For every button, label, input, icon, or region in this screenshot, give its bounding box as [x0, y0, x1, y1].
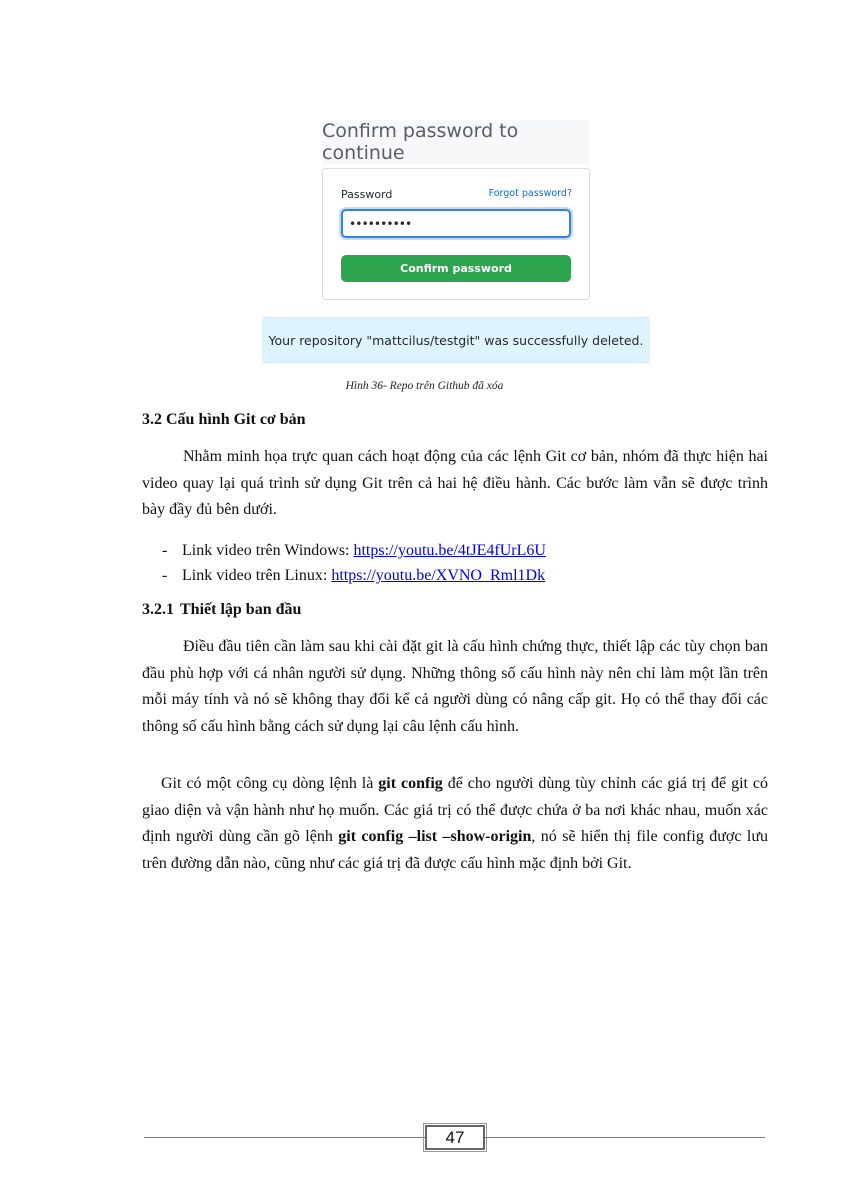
list-item [162, 538, 546, 563]
linux-video-link[interactable]: https://youtu.be/XVNO_Rml1Dk [331, 567, 546, 584]
paragraph-text: , nó sẽ hiển thị file config được lưu trên đường dẫn nào, cũng như các giá trị đã được cấu hình mặc định bởi Git. [142, 828, 769, 872]
figure-caption: Hình 36- Repo trên Github đã xóa [345, 380, 504, 392]
subsection-title: Thiết lập ban đầu [180, 601, 302, 618]
subsection-number: 3.2.1 [142, 601, 174, 618]
paragraph-text: để cho người dùng tùy chỉnh các giá trị để git có giao diện và vận hành như họ muốn. Các giá trị có thể được chứa ở ba nơi khác nhau, muốn xác định người dùng cần gõ lệnh [142, 775, 769, 845]
command-git-config-list: git config –list –show-origin [338, 828, 532, 845]
password-input[interactable] [341, 209, 571, 238]
link-label: Link video trên Windows: [182, 542, 354, 559]
paragraph-text: Git có một công cụ dòng lệnh là [161, 775, 379, 792]
link-label: Link video trên Linux: [182, 567, 332, 584]
windows-video-link[interactable]: https://youtu.be/4tJE4fUrL6U [353, 542, 546, 559]
page-number: 47 [425, 1125, 485, 1150]
list-item [162, 563, 546, 588]
flash-message: Your repository "mattcilus/testgit" was successfully deleted. [262, 317, 650, 363]
subsection-heading [142, 601, 301, 619]
video-link-list [162, 538, 546, 588]
subsection-paragraph-1: Điều đầu tiên cần làm sau khi cài đặt git là cấu hình chứng thực, thiết lập các tùy chọn ban đầu phù hợp với cá nhân người sử dụng. Những thông số cấu hình này nên chỉ làm một lần trên mỗi máy tính và nó sẽ không thay đổi kể cả người dùng có nâng cấp git. Họ có thể thay đổi các thông số cấu hình bằng cách sử dụng lại câu lệnh cấu hình. [142, 638, 768, 735]
forgot-password-link[interactable]: Forgot password? [488, 188, 572, 199]
dash-bullet: - [162, 542, 168, 559]
password-label: Password [341, 188, 393, 201]
confirm-password-form [322, 168, 590, 300]
confirm-title: Confirm password to continue [322, 120, 590, 164]
dash-bullet: - [162, 567, 168, 584]
section-intro-paragraph: Nhằm minh họa trực quan cách hoạt động của các lệnh Git cơ bản, nhóm đã thực hiện hai video quay lại quá trình sử dụng Git trên cả hai hệ điều hành. Các bước làm vẫn sẽ được trình bày đầy đủ bên dưới. [142, 448, 768, 518]
command-git-config: git config [378, 775, 443, 792]
subsection-paragraph-2 [142, 771, 768, 877]
confirm-password-button[interactable]: Confirm password [341, 255, 571, 282]
section-heading: 3.2 Cấu hình Git cơ bản [142, 411, 306, 428]
